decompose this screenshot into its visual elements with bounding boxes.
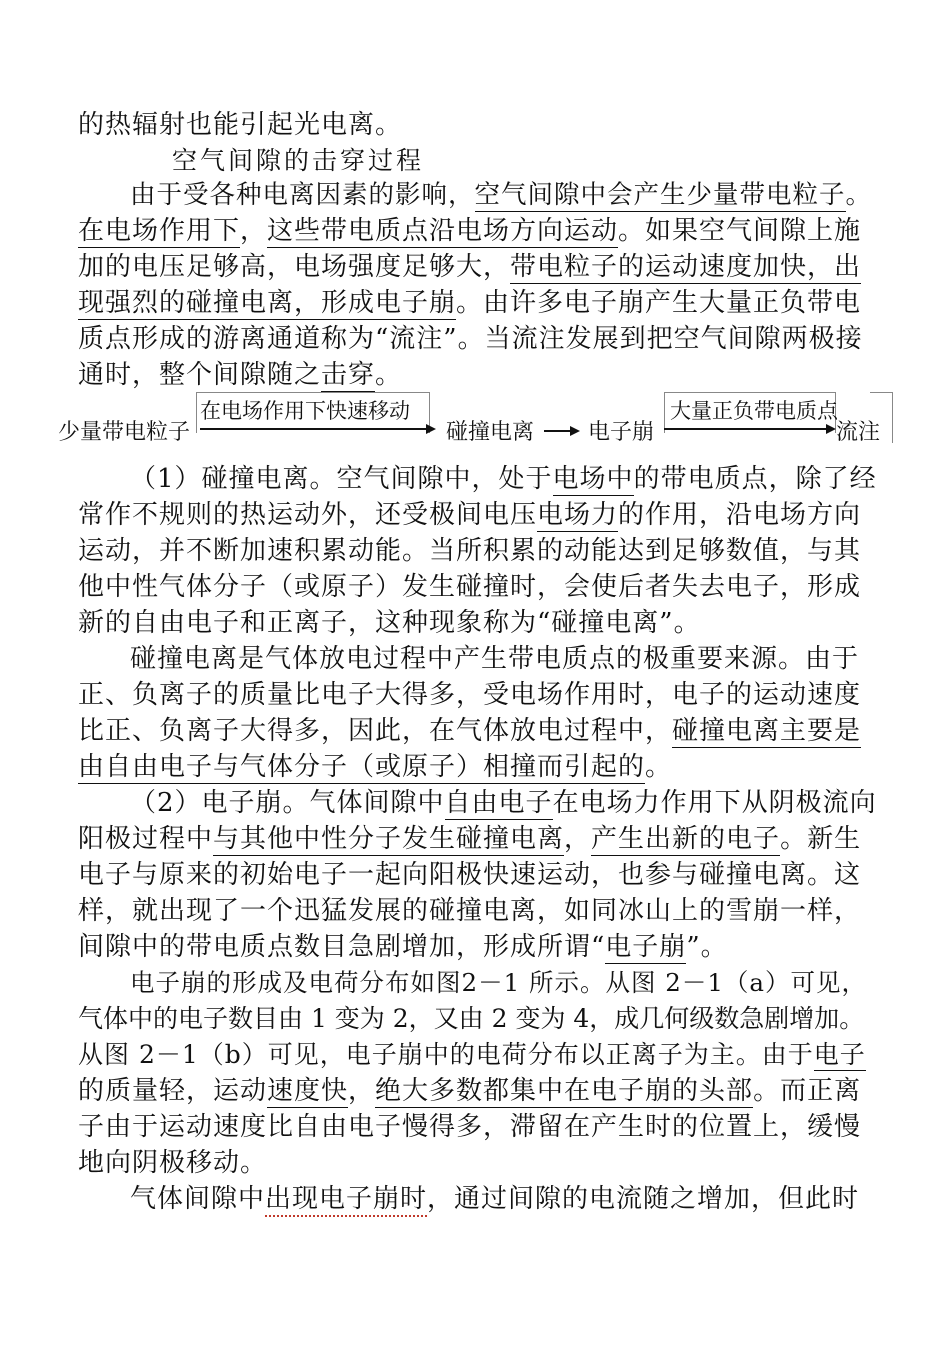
- text-line: [130, 786, 877, 820]
- text-line: [78, 858, 861, 892]
- flow-arrow: [200, 428, 434, 430]
- text-span: 碰撞电离是气体放电过程中产生带电质点的极重要来源。由于: [130, 644, 860, 674]
- text-line: [130, 462, 877, 496]
- text-line: [78, 286, 861, 320]
- section-heading: 空气间隙的击穿过程: [172, 146, 425, 175]
- text-span: 在电场力作用下从阴极流向: [552, 788, 877, 818]
- flow-edge-label: 在电场作用下快速移动: [200, 399, 410, 423]
- text-line: [78, 750, 672, 784]
- text-span: ，通过间隙的电流随之增加，但此时: [427, 1184, 860, 1214]
- flow-edge-label: 大量正负带电质点: [670, 399, 838, 423]
- text-span: ，: [348, 1076, 376, 1106]
- text-span: 从图 2－1（b）可见，电子崩中的电荷分布以正离子为主。由于: [78, 1040, 814, 1069]
- underlined-text: 由自由电子与气体分子（或原子）相撞而引起的: [78, 752, 646, 782]
- text-line: [78, 1002, 864, 1036]
- text-line: [78, 1038, 866, 1072]
- text-line: [78, 570, 861, 604]
- text-span: 气体中的电子数目由 1 变为 2，又由 2 变为 4，成几何级数急剧增加。: [78, 1004, 865, 1033]
- flow-node-collision-ionization: 碰撞电离: [446, 420, 535, 445]
- underlined-text: 这些带电质点沿电场方向运动: [267, 216, 619, 246]
- text-span: 的带电质点，除了经: [633, 464, 877, 494]
- text-line: [78, 322, 863, 356]
- text-span: 。由许多电子崩产生大量正负带电: [456, 288, 862, 318]
- text-line: [78, 214, 861, 248]
- text-span: （1）碰撞电离。空气间隙中，处于: [130, 464, 553, 494]
- text-span: 他中性气体分子（或原子）发生碰撞时，会使后者失去电子，形成: [78, 572, 862, 602]
- text-line: [130, 1182, 859, 1216]
- text-line: [78, 108, 402, 142]
- text-span: 通时，整个间隙随之: [78, 360, 322, 390]
- spellcheck-underlined-text: 出现电子崩时: [265, 1184, 427, 1217]
- text-line: [78, 1146, 267, 1180]
- underlined-text: 绝大多数都集中在电子崩的头部: [375, 1076, 754, 1106]
- flow-arrow: [664, 428, 834, 430]
- text-span: 。: [645, 752, 673, 782]
- text-line: [78, 250, 861, 284]
- text-line: [130, 178, 872, 212]
- underlined-text: 电场中: [552, 464, 634, 494]
- text-span: 的热辐射也能引起光电离。: [78, 110, 403, 140]
- underlined-text: 电子崩: [605, 932, 687, 962]
- underlined-text: 速度快: [267, 1076, 349, 1106]
- text-line: [78, 606, 701, 640]
- text-span: 质点形成的游离通道称为“流注”。当流注发展到把空气间隙两极接: [78, 324, 863, 354]
- text-span: 电子崩的形成及电荷分布如图2－1 所示。从图 2－1（a）可见，: [130, 968, 868, 997]
- text-span: 电子与原来的初始电子一起向阳极快速运动，也参与碰撞电离。这: [78, 860, 862, 890]
- text-span: 加的电压足够高，电场强度足够大，: [78, 252, 511, 282]
- text-span: 。而正离: [753, 1076, 862, 1106]
- flow-node-streamer: 流注: [836, 420, 881, 445]
- underlined-text: 在电场作用下: [78, 216, 241, 246]
- underlined-text: 空气间隙中会产生少量带电粒子: [474, 180, 846, 210]
- underlined-text: 碰撞电离主要是: [672, 716, 862, 746]
- flow-node-charged-particles: 少量带电粒子: [58, 420, 191, 445]
- text-line: [78, 498, 861, 532]
- underlined-text: 产生出新的电子: [591, 824, 781, 854]
- text-line: [78, 358, 402, 392]
- text-span: 比正、负离子大得多，因此，在气体放电过程中，: [78, 716, 673, 746]
- underlined-text: 自由电子: [444, 788, 553, 818]
- text-span: 气体间隙中: [130, 1184, 266, 1214]
- underlined-text: 现强烈的碰撞电离，形成电子崩: [78, 288, 457, 318]
- text-span: 常作不规则的热运动外，还受极间电压: [78, 500, 538, 530]
- text-line: [78, 1110, 861, 1144]
- text-span: 样，就出现了一个迅猛发展的碰撞电离，如同冰山上的雪崩一样，: [78, 896, 862, 926]
- text-span: 正、负离子的质量比电子大得多，受电场作用时，电子的运动速度: [78, 680, 862, 710]
- underlined-text: 电子: [813, 1040, 866, 1069]
- text-line: [130, 966, 867, 1000]
- text-span: 。新生: [780, 824, 862, 854]
- text-span: ”。: [686, 932, 728, 962]
- text-span: 子由于运动速度比自由电子慢得多，滞留在产生时的位置上，缓慢: [78, 1112, 862, 1142]
- flow-arrow: [544, 430, 578, 432]
- text-line: [78, 930, 728, 964]
- text-line: [78, 678, 861, 712]
- text-span: ，: [240, 216, 268, 246]
- text-span: 的质量轻，运动: [78, 1076, 268, 1106]
- text-span: （2）电子崩。气体间隙中: [130, 788, 445, 818]
- text-span: ，: [564, 824, 592, 854]
- text-line: [78, 534, 861, 568]
- text-line: [78, 894, 861, 928]
- underlined-text: 电场力: [537, 500, 619, 530]
- underlined-text: 带电粒子的运动速度加快，出: [510, 252, 862, 282]
- text-span: 。: [845, 180, 873, 210]
- underlined-text: 击穿: [321, 360, 376, 390]
- text-line: [78, 714, 861, 748]
- flow-node-electron-avalanche: 电子崩: [588, 420, 655, 445]
- text-line: [130, 642, 859, 676]
- text-span: 。如果空气间隙上施: [618, 216, 862, 246]
- underlined-text: 与其他中性分子发生碰撞电离: [213, 824, 565, 854]
- text-span: 地向阴极移动。: [78, 1148, 268, 1178]
- text-line: [78, 1074, 861, 1108]
- text-line: [78, 822, 861, 856]
- process-flow-diagram: [0, 392, 950, 452]
- text-span: 间隙中的带电质点数目急剧增加，形成所谓“: [78, 932, 606, 962]
- text-span: 阳极过程中: [78, 824, 214, 854]
- text-span: 。: [375, 360, 403, 390]
- text-span: 由于受各种电离因素的影响，: [130, 180, 475, 210]
- text-span: 新的自由电子和正离子，这种现象称为“碰撞电离”。: [78, 608, 701, 638]
- text-span: 的作用，沿电场方向: [618, 500, 862, 530]
- text-span: 运动，并不断加速积累动能。当所积累的动能达到足够数值，与其: [78, 536, 862, 566]
